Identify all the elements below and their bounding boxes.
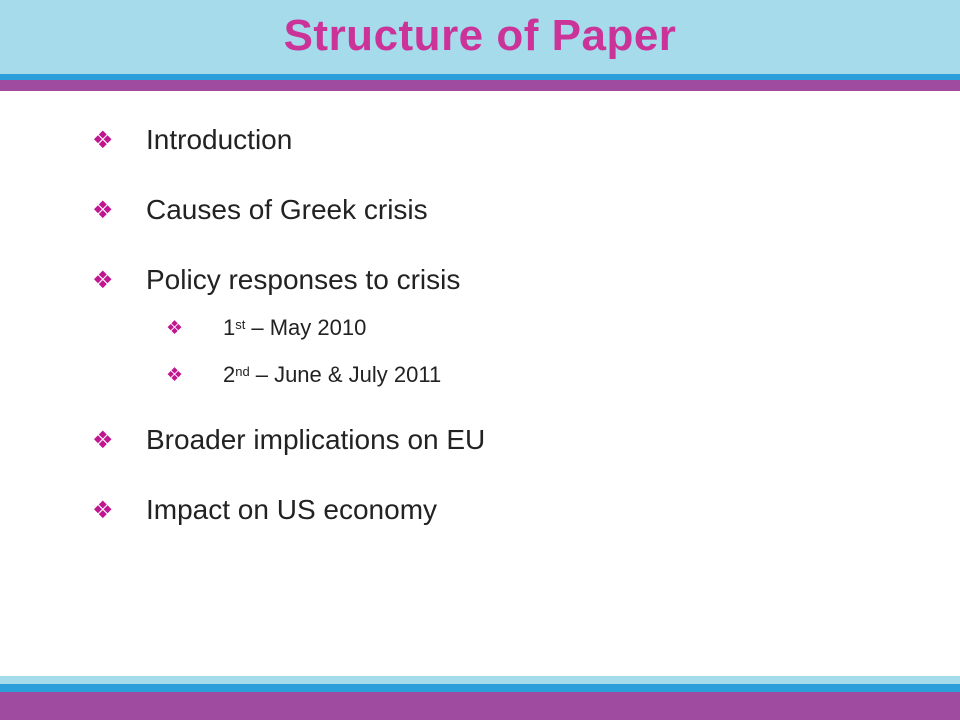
bullet-text: – June & July 2011 [255, 362, 442, 387]
bullet-item-broader-implications [92, 424, 485, 456]
footer-stripe-purple [0, 692, 960, 720]
bullet-text: – May 2010 [251, 315, 367, 340]
footer-stripe-blue [0, 684, 960, 692]
diamond-bullet-icon: ❖ [92, 266, 114, 294]
diamond-bullet-icon: ❖ [92, 426, 114, 454]
bullet-item-policy-responses [92, 264, 460, 296]
bullet-text: Introduction [146, 124, 293, 155]
diamond-bullet-icon: ❖ [166, 364, 184, 386]
bullet-text: Policy responses to crisis [146, 264, 461, 295]
sub-bullet-item-second: ❖ 2 $^{nd}$ – June & July 2011 [166, 362, 442, 387]
footer-stripe-light [0, 676, 960, 684]
bullet-item-us-impact [92, 494, 437, 526]
ordinal-number: 1 [223, 315, 236, 340]
bullet-text: Impact on US economy [146, 494, 438, 525]
bullet-item-introduction [92, 124, 292, 156]
slide-title: Structure of Paper [283, 11, 677, 60]
diamond-bullet-icon: ❖ [92, 196, 114, 224]
diamond-bullet-icon: ❖ [92, 496, 114, 524]
bullet-item-causes [92, 194, 428, 226]
bullet-text: Causes of Greek crisis [146, 194, 428, 225]
ordinal-number: 2 [223, 362, 236, 387]
bullet-text: Broader implications on EU [146, 424, 486, 455]
header-divider-purple [0, 80, 960, 91]
diamond-bullet-icon: ❖ [166, 317, 184, 339]
sub-bullet-item-first: ❖ 1 $^{st}$ – May 2010 [166, 315, 367, 340]
diamond-bullet-icon: ❖ [92, 126, 114, 154]
